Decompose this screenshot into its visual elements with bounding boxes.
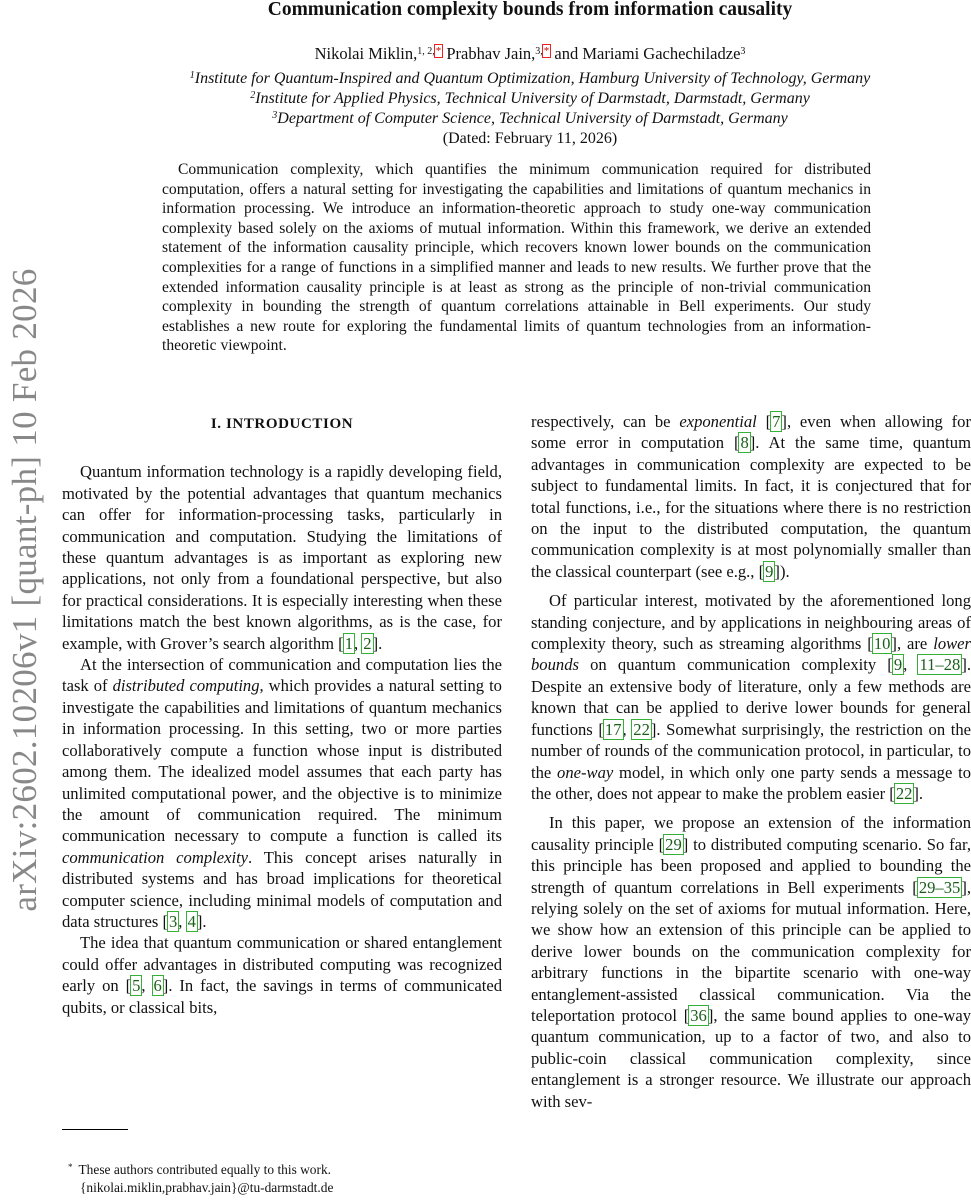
affiliation-3: $^3$Department of Computer Science, Technical University of Darmstadt, Germany [272,110,788,127]
section-heading: I. INTRODUCTION [210,416,354,432]
footnote-email[interactable]: {nikolai.miklin,prabhav.jain}@tu-darmstadt.de [80,1180,334,1195]
author-1-affil: 1, 2, [417,46,435,57]
paragraph: respectively, can be exponential [7], even when allowing for some error in computation [8]. At the same time, quantum advantages in communication complexity are expected to be subject to fundamental limits. In fact, it is conjectured that for total functions, i.e., for the situations where there is no restriction on the input to the distributed computation, the quantum communication complexity is at most polynomially smaller than the classical counterpart (see e.g., [9]). [531,412,971,581]
right-column [531,411,971,1112]
paper-title: Communication complexity bounds from information causality [267,0,793,20]
citation-link[interactable]: 11–28 [919,655,961,675]
author-1: Nikolai Miklin, [314,44,418,63]
citation-link[interactable]: 29 [665,834,682,854]
citation-link[interactable]: 29–35 [918,877,961,897]
citation-link[interactable]: 5 [132,976,141,996]
affiliation-2: $^2$Institute for Applied Physics, Technical University of Darmstadt, Darmstadt, Germany [250,90,810,107]
footnote-rule [62,1129,128,1130]
paragraph: Of particular interest, motivated by the aforementioned long standing conjecture, and by applications in neighbouring areas of complexity theory, such as streaming algorithms [10], are lower bounds on quantum communication complexity [9, 11–28]. Despite an extensive body of literature, only a few methods are known that can be applied to derive lower bounds for general functions [17, 22]. Somewhat surprisingly, the restriction on the number of rounds of the communication protocol, in particular, to the one-way model, in which only one party sends a message to the other, does not appear to make the problem easier [22]. [531,591,971,803]
author-2: Prabhav Jain, [442,44,536,63]
citation-link[interactable]: 10 [873,634,891,654]
author-list [120,40,940,65]
date-line: (Dated: February 11, 2026) [442,130,618,147]
citation-link[interactable]: 9 [765,561,774,581]
footnote-marker: * [68,1162,73,1172]
citation-link[interactable]: 36 [690,1005,707,1025]
abstract: Communication complexity, which quantifies the minimum communication required for distributed computation, offers a natural setting for investigating the capabilities and limitations of quantum mechanics in information processing. We introduce an information-theoretic approach to study one-way communication complexity based solely on the axioms of mutual information. Within this framework, we derive an extended statement of the information causality principle, which recovers known lower bounds on the communication complexities for a range of functions in a simplified manner and leads to new results. We further prove that the extended information causality principle is at least as strong as the principle of non-trivial communication complexity in bounding the strength of quantum correlations attainable in Bell experiments. Our study establishes a new route for exploring the fundamental limits of quantum technologies from an information-theoretic viewpoint. [162,161,871,355]
author-2-affil: 3, [535,46,543,57]
affiliation-1: $^1$Institute for Quantum-Inspired and Quantum Optimization, Hamburg University of Technology, Germany [189,70,871,87]
equal-contribution-link[interactable]: * [435,45,442,57]
author-3-affil: 3 [740,46,746,57]
citation-link[interactable]: 17 [604,719,622,739]
citation-link[interactable]: 3 [168,911,178,931]
citation-link[interactable]: 22 [633,719,650,739]
citation-link[interactable]: 4 [187,911,196,931]
arxiv-identifier: arXiv:2602.10206v1 [quant-ph] 10 Feb 2026 [5,268,44,912]
paragraph: Quantum information technology is a rapidly developing field, motivated by the potential advantages that quantum mechanics can offer for information-processing tasks, particularly in communication and computation. Studying the limitations of these quantum advantages is as important as exploring new applications, not only from a foundational perspective, but also for practical considerations. It is especially interesting when these limitations match the best known algorithms, as is the case, for example, with Grover’s search algorithm [1, 2]. [62,462,502,653]
paragraph: The idea that quantum communication or shared entanglement could offer advantages in distributed computing was recognized early on [5, 6]. In fact, the savings in terms of communicated qubits, or classical bits, [62,933,502,1017]
citation-link[interactable]: 1 [344,633,353,653]
citation-link[interactable]: 6 [153,976,162,996]
equal-contribution-link[interactable]: * [543,45,550,57]
footnote [68,1158,508,1197]
paragraph: In this paper, we propose an extension of the information causality principle [29] to distributed computing scenario. So far, this principle has been proposed and applied to bounding the strength of quantum correlations in Bell experiments [29–35], relying solely on the set of axioms for mutual information. Here, we show how an extension of this principle can be applied to derive lower bounds on the communication complexity for arbitrary functions in the bipartite scenario with one-way entanglement-assisted classical communication. Via the teleportation protocol [36], the same bound applies to one-way quantum communication, up to a factor of two, and also to public-coin classical communication complexity, since entanglement is a stronger resource. We illustrate our approach with sev- [531,813,971,1111]
footnote-text: These authors contributed equally to this work. [78,1162,332,1177]
citation-link[interactable]: 2 [363,633,372,653]
citation-link[interactable]: 22 [895,783,913,803]
citation-link[interactable]: 8 [740,433,749,453]
citation-link[interactable]: 9 [893,655,903,675]
author-3: and Mariami Gachechiladze [550,44,741,63]
citation-link[interactable]: 7 [772,412,781,431]
paragraph: At the intersection of communication and computation lies the task of distributed computing, which provides a natural setting to investigate the capabilities and limitations of quantum mechanics in information processing. In this setting, two or more parties collaboratively compute a function whose input is distributed among them. The idealized model assumes that each party has unlimited computational power, and the objective is to minimize the amount of communication required. The minimum communication necessary to compute a function is called its communication complexity. This concept arises naturally in distributed systems and has broad implications for theoretical computer science, including minimal models of computation and data structures [3, 4]. [62,655,502,931]
left-column [62,410,502,1018]
